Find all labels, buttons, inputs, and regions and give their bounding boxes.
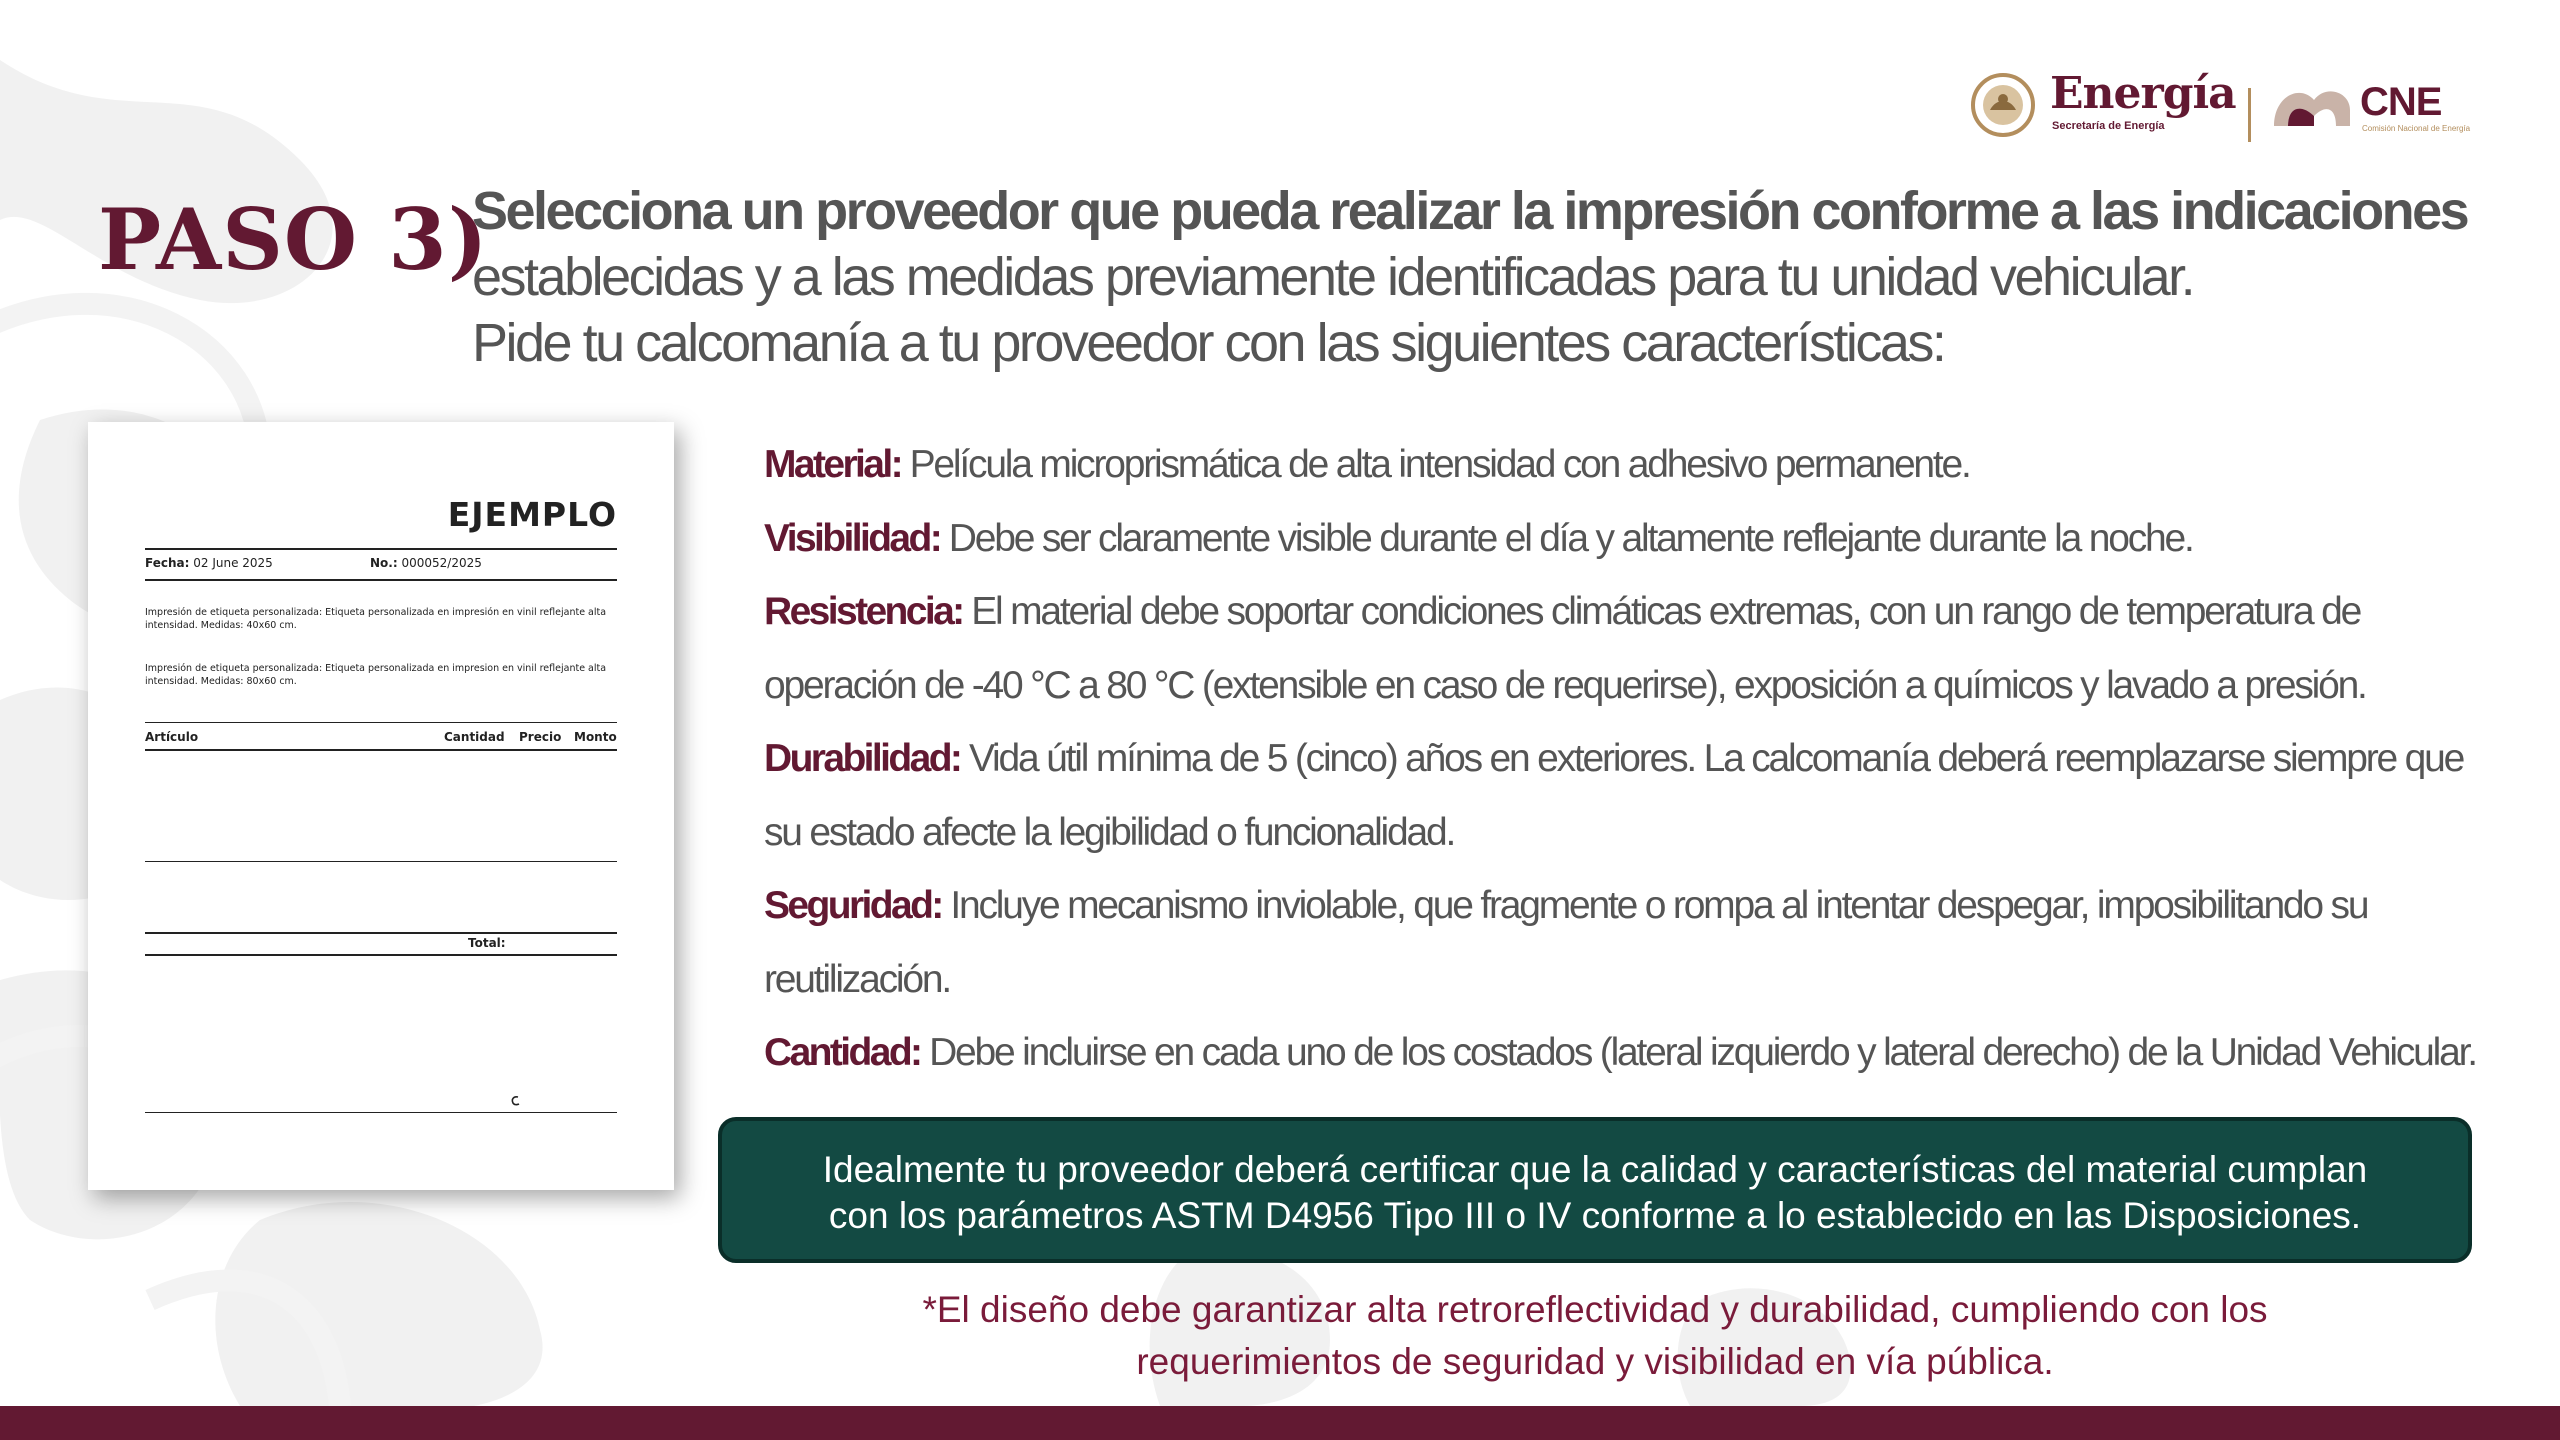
characteristic-resistencia — [764, 575, 2464, 649]
durabilidad-label: Durabilidad: — [764, 737, 961, 780]
doc-signature-line — [145, 1112, 617, 1113]
seguridad-text-continued: reutilización. — [764, 957, 950, 1001]
example-document — [88, 422, 674, 1190]
characteristics-list — [764, 428, 2476, 1090]
doc-number-label: No.: — [370, 556, 398, 570]
footnote-line-1: *El diseño debe garantizar alta retroreflectividad y durabilidad, cumpliendo con los — [922, 1289, 2268, 1330]
resistencia-text: El material debe soportar condiciones climáticas extremas, con un rango de temperatura de — [962, 590, 2361, 633]
doc-divider — [145, 749, 617, 751]
characteristic-cantidad — [764, 1016, 2476, 1090]
visibilidad-label: Visibilidad: — [764, 516, 941, 560]
doc-number — [370, 556, 482, 570]
heading-line-3: Pide tu calcomanía a tu proveedor con las siguientes características: — [472, 313, 1945, 373]
doc-description-2-line-2: intensidad. Medidas: 80x60 cm. — [145, 676, 297, 687]
doc-date — [145, 556, 273, 570]
logo-divider — [2248, 88, 2251, 142]
characteristic-visibilidad — [764, 502, 2464, 576]
characteristic-seguridad — [764, 869, 2464, 943]
characteristic-material — [764, 428, 2464, 502]
doc-description-1 — [145, 606, 615, 632]
col-header-cantidad: Cantidad — [444, 730, 505, 744]
design-footnote — [720, 1284, 2470, 1388]
resistencia-label: Resistencia: — [764, 590, 963, 633]
heading-line-1: Selecciona un proveedor que pueda realizar la impresión conforme a las indicaciones — [472, 181, 2468, 241]
callout-line-1: Idealmente tu proveedor deberá certificar que la calidad y características del material cumplan — [822, 1149, 2368, 1190]
cantidad-label: Cantidad: — [764, 1031, 921, 1074]
col-header-articulo: Artículo — [145, 730, 199, 744]
doc-description-2 — [145, 662, 615, 688]
mexico-seal-icon — [1970, 72, 2036, 138]
visibilidad-text: Debe ser claramente visible durante el día y altamente reflejante durante la noche. — [940, 516, 2193, 560]
footnote-line-2: requerimientos de seguridad y visibilidad en vía pública. — [1136, 1341, 2054, 1382]
doc-title: EJEMPLO — [447, 495, 617, 534]
seguridad-label: Seguridad: — [764, 884, 942, 927]
col-header-monto: Monto — [574, 730, 617, 744]
durabilidad-text: Vida útil mínima de 5 (cinco) años en exteriores. La calcomanía deberá reemplazarse siempre que — [960, 737, 2464, 780]
step-label: PASO 3) — [98, 190, 489, 289]
certification-callout — [718, 1117, 2472, 1263]
doc-number-value: 000052/2025 — [401, 556, 482, 570]
heading-line-2: establecidas y a las medidas previamente identificadas para tu unidad vehicular. — [472, 247, 2194, 307]
seguridad-text: Incluye mecanismo inviolable, que fragmente o rompa al intentar despegar, imposibilitando su — [941, 884, 2368, 927]
doc-description-2-line-1: Impresión de etiqueta personalizada: Etiqueta personalizada en impresion en vinil reflejante alta — [145, 663, 607, 674]
durabilidad-text-continued: su estado afecte la legibilidad o funcionalidad. — [764, 810, 1455, 854]
doc-divider — [145, 954, 617, 956]
energia-logo-text: Energía — [2050, 68, 2236, 119]
material-text: Película microprismática de alta intensidad con adhesivo permanente. — [900, 443, 1970, 486]
doc-date-label: Fecha: — [145, 556, 190, 570]
cne-logo-subtitle: Comisión Nacional de Energía — [2362, 124, 2471, 133]
cne-logo-text: CNE — [2360, 80, 2442, 124]
doc-divider — [145, 861, 617, 862]
doc-total-label: Total: — [468, 936, 506, 950]
cne-logo-icon — [2270, 82, 2354, 128]
doc-divider — [145, 579, 617, 581]
footer-bar — [0, 1406, 2560, 1440]
characteristic-durabilidad — [764, 722, 2464, 796]
header-logos — [1970, 68, 2490, 146]
step-heading — [472, 178, 2482, 376]
doc-divider — [145, 722, 617, 723]
doc-description-1-line-1: Impresión de etiqueta personalizada: Etiqueta personalizada en impresión en vinil reflejante alta — [145, 607, 607, 618]
signature-icon — [508, 1094, 522, 1108]
doc-divider — [145, 548, 617, 550]
energia-logo-subtitle: Secretaría de Energía — [2052, 120, 2165, 132]
doc-description-1-line-2: intensidad. Medidas: 40x60 cm. — [145, 620, 297, 631]
doc-date-value: 02 June 2025 — [193, 556, 273, 570]
callout-line-2: con los parámetros ASTM D4956 Tipo III o IV conforme a lo establecido en las Disposiciones. — [828, 1195, 2362, 1236]
cantidad-text: Debe incluirse en cada uno de los costados (lateral izquierdo y lateral derecho) de la Unidad Vehicular. — [920, 1031, 2476, 1074]
resistencia-text-continued: operación de -40 °C a 80 °C (extensible en caso de requerirse), exposición a químicos y lavado a presión. — [764, 663, 2366, 707]
material-label: Material: — [764, 443, 901, 486]
col-header-precio: Precio — [519, 730, 562, 744]
doc-divider — [145, 932, 617, 934]
